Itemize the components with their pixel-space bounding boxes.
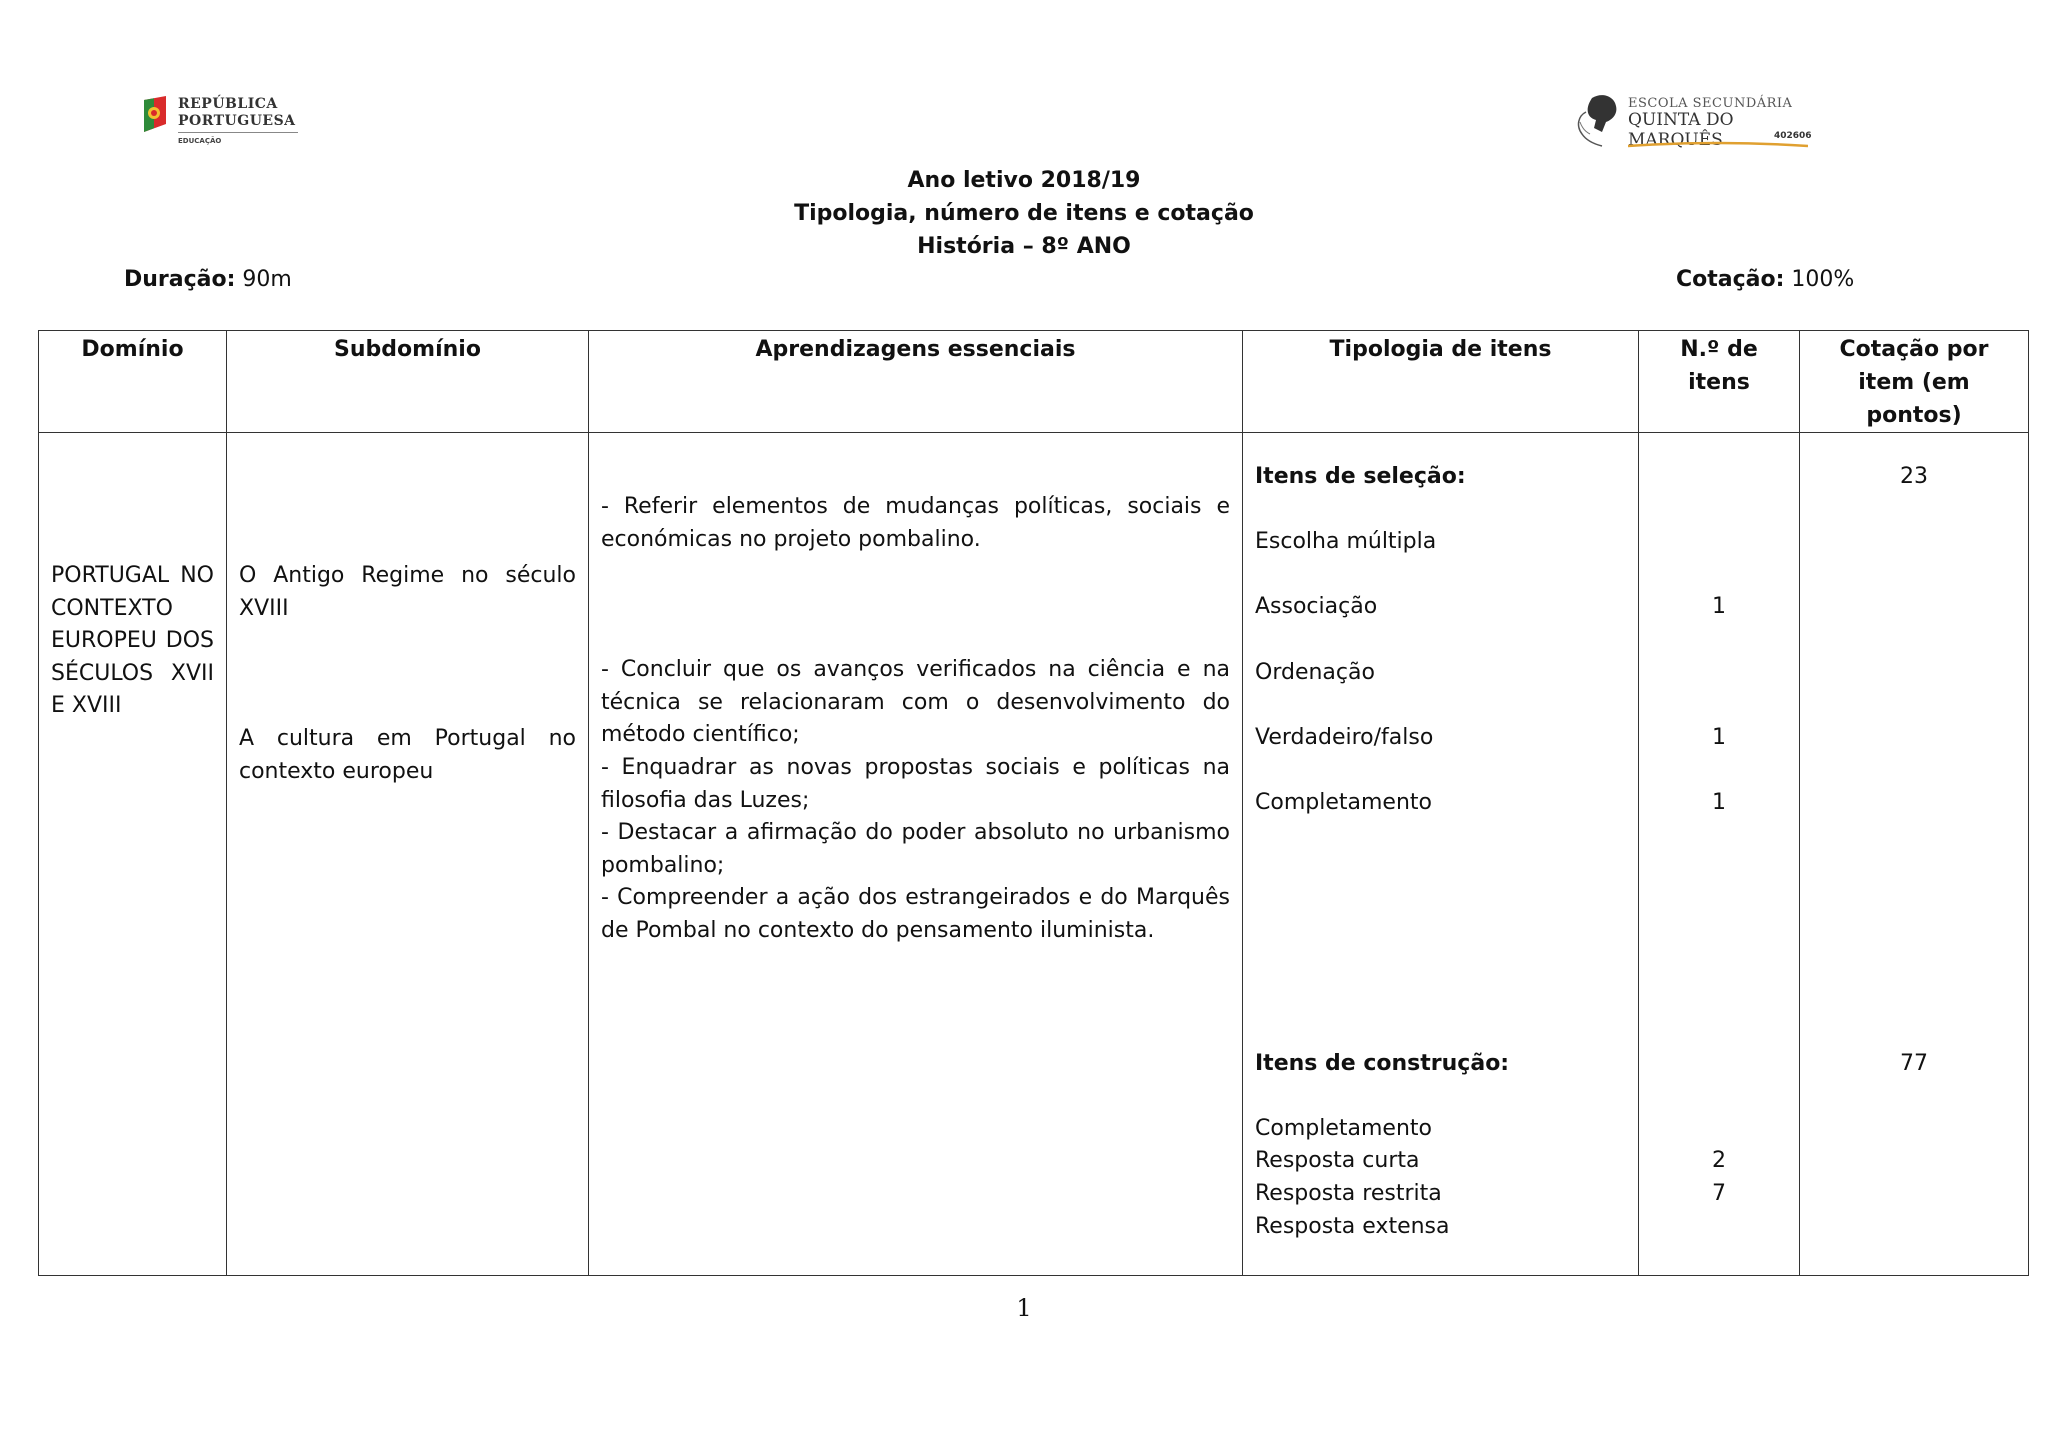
- header-dominio: Domínio: [39, 331, 227, 433]
- logo-swoosh-icon: [1628, 140, 1808, 150]
- construcao-cotacao: 77: [1900, 1050, 1928, 1076]
- logo-right-code: 402606: [1774, 131, 1812, 141]
- subdominio-2: A cultura em Portugal no contexto europeu: [239, 726, 576, 784]
- header-num-itens: N.º de itens: [1639, 331, 1800, 433]
- page-number: 1: [1016, 1294, 1032, 1322]
- selecao-count: [1651, 526, 1787, 559]
- selecao-count: 1: [1712, 789, 1726, 815]
- tipologia-cell: [1243, 433, 1639, 1276]
- subdominio-cell: [227, 433, 589, 1276]
- logo-left-rule: [178, 132, 298, 133]
- selecao-item: Ordenação: [1255, 659, 1375, 685]
- aprendizagens-cell: [589, 433, 1243, 1276]
- aprendizagem-1: - Referir elementos de mudanças políticas, sociais e económicas no projeto pombalino.: [601, 494, 1230, 552]
- logo-right-line2: QUINTA DO MARQUÊS: [1628, 110, 1734, 150]
- aprendizagem-2: - Concluir que os avanços verificados na ciência e na técnica se relacionaram com o desenvolvimento do método científico;: [601, 657, 1230, 748]
- subdominio-1: O Antigo Regime no século XVIII: [239, 563, 576, 621]
- table-row: [39, 433, 2029, 1276]
- table-header-row: [39, 331, 2029, 433]
- marques-profile-icon: [1572, 92, 1624, 148]
- selecao-title: Itens de seleção:: [1255, 464, 1466, 489]
- assessment-matrix-table: [38, 330, 2029, 1276]
- construcao-count: 7: [1712, 1180, 1726, 1206]
- selecao-item: Completamento: [1255, 789, 1432, 815]
- header-subdominio: Subdomínio: [227, 331, 589, 433]
- logo-left-line1: REPÚBLICA: [178, 96, 278, 112]
- logo-left-line2: PORTUGUESA: [178, 113, 296, 129]
- republica-portuguesa-logo: [140, 92, 300, 154]
- duration-value: 90m: [242, 267, 292, 292]
- dominio-text: PORTUGAL NO CONTEXTO EUROPEU DOS SÉCULOS XVII E XVIII: [51, 563, 214, 719]
- header-aprendizagens: Aprendizagens essenciais: [589, 331, 1243, 433]
- school-year-title: Ano letivo 2018/19: [907, 168, 1141, 193]
- construcao-item: Resposta restrita: [1255, 1180, 1442, 1206]
- construcao-count: [1651, 1211, 1787, 1244]
- escola-quinta-do-marques-logo: [1572, 90, 1822, 152]
- selecao-item: Escolha múltipla: [1255, 529, 1437, 555]
- construcao-count: [1651, 1113, 1787, 1146]
- logo-left-sub: EDUCAÇÃO: [178, 137, 222, 145]
- portugal-flag-icon: [140, 94, 170, 134]
- aprendizagem-5: - Compreender a ação dos estrangeirados e do Marquês de Pombal no contexto do pensamento iluminista.: [601, 885, 1230, 943]
- selecao-count: 1: [1712, 594, 1726, 620]
- logo-right-line1: ESCOLA SECUNDÁRIA: [1628, 96, 1793, 111]
- construcao-item: Resposta extensa: [1255, 1213, 1450, 1239]
- header-tipologia: Tipologia de itens: [1243, 331, 1639, 433]
- num-itens-cell: [1639, 433, 1800, 1276]
- selecao-item: Verdadeiro/falso: [1255, 724, 1434, 750]
- subject-title: História – 8º ANO: [917, 234, 1131, 259]
- header-cotacao: Cotação por item (em pontos): [1800, 331, 2029, 433]
- construcao-item: Resposta curta: [1255, 1148, 1420, 1174]
- aprendizagem-3: - Enquadrar as novas propostas sociais e políticas na filosofia das Luzes;: [601, 754, 1230, 813]
- selecao-item: Associação: [1255, 594, 1378, 620]
- construcao-count: 2: [1712, 1148, 1726, 1174]
- construcao-title: Itens de construção:: [1255, 1050, 1510, 1076]
- total-score: [1676, 267, 1854, 292]
- score-label: Cotação:: [1676, 267, 1785, 292]
- construcao-item: Completamento: [1255, 1115, 1432, 1141]
- score-value: 100%: [1791, 267, 1855, 292]
- dominio-cell: [39, 433, 227, 1276]
- duration: [124, 267, 292, 292]
- duration-label: Duração:: [124, 267, 236, 292]
- cotacao-cell: [1800, 433, 2029, 1276]
- selecao-cotacao: 23: [1900, 464, 1928, 489]
- aprendizagem-4: - Destacar a afirmação do poder absoluto no urbanismo pombalino;: [601, 820, 1230, 878]
- selecao-count: [1651, 657, 1787, 690]
- typology-title: Tipologia, número de itens e cotação: [794, 201, 1254, 226]
- selecao-count: 1: [1712, 724, 1726, 750]
